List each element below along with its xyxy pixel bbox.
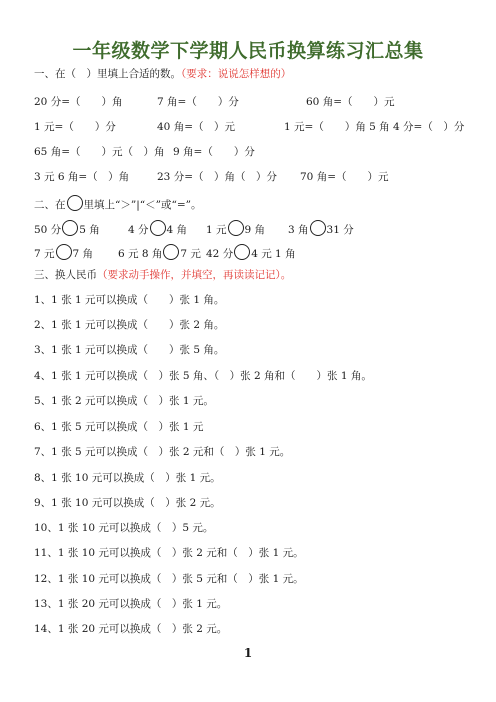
list-item: 6、1 张 5 元可以换成（ ）张 1 元 bbox=[34, 421, 204, 433]
compare-item bbox=[128, 220, 187, 237]
exercise-cell: 40 角=（ ）元 bbox=[157, 121, 235, 133]
list-item: 1、1 张 1 元可以换成（ ）张 1 角。 bbox=[34, 294, 225, 306]
compare-left: 42 分 bbox=[206, 248, 234, 260]
compare-item bbox=[206, 244, 296, 261]
section-2-heading bbox=[34, 195, 202, 212]
compare-circle-icon[interactable] bbox=[310, 220, 326, 236]
exercise-cell: 3 元 6 角=（ ）角 bbox=[34, 171, 130, 183]
list-item: 4、1 张 1 元可以换成（ ）张 5 角、（ ）张 2 角和（ ）张 1 角。 bbox=[34, 370, 372, 382]
exercise-cell: 7 角=（ ）分 bbox=[157, 96, 239, 108]
exercise-cell: 1 元=（ ）角 5 角 4 分=（ ）分 bbox=[284, 121, 465, 133]
section-3-heading-text: 三、换人民币 bbox=[34, 269, 97, 281]
compare-left: 1 元 bbox=[206, 224, 227, 236]
compare-left: 3 角 bbox=[288, 224, 309, 236]
compare-right: 5 角 bbox=[79, 224, 100, 236]
compare-left: 7 元 bbox=[34, 248, 55, 260]
compare-item bbox=[34, 220, 100, 237]
exercise-cell: 60 角=（ ）元 bbox=[306, 96, 395, 108]
section-3-note: （要求动手操作，并填空，再读读记记）。 bbox=[97, 269, 292, 281]
compare-left: 50 分 bbox=[34, 224, 62, 236]
compare-circle-icon[interactable] bbox=[228, 220, 244, 236]
compare-right: 4 元 1 角 bbox=[251, 248, 296, 260]
exercise-cell: 20 分=（ ）角 bbox=[34, 96, 123, 108]
list-item: 5、1 张 2 元可以换成（ ）张 1 元。 bbox=[34, 395, 214, 407]
exercise-cell: 65 角=（ ）元（ ）角 bbox=[34, 146, 165, 158]
section-3-heading bbox=[34, 268, 291, 282]
page-title: 一年级数学下学期人民币换算练习汇总集 bbox=[72, 40, 424, 62]
compare-circle-icon[interactable] bbox=[234, 244, 250, 260]
compare-item bbox=[118, 244, 201, 261]
list-item: 9、1 张 10 元可以换成（ ）张 2 元。 bbox=[34, 497, 221, 509]
compare-right: 31 分 bbox=[326, 224, 354, 236]
list-item: 11、1 张 10 元可以换成（ ）张 2 元和（ ）张 1 元。 bbox=[34, 547, 304, 559]
compare-circle-icon[interactable] bbox=[62, 220, 78, 236]
section-1-heading bbox=[34, 67, 291, 81]
compare-item bbox=[288, 220, 354, 237]
list-item: 13、1 张 20 元可以换成（ ）张 1 元。 bbox=[34, 598, 228, 610]
compare-right: 4 角 bbox=[166, 224, 188, 236]
exercise-cell: 1 元=（ ）分 bbox=[34, 121, 116, 133]
compare-circle-icon bbox=[67, 195, 83, 211]
section-2-heading-b: 里填上“＞”|“＜”或“=”。 bbox=[83, 199, 202, 211]
list-item: 7、1 张 5 元可以换成（ ）张 2 元和（ ）张 1 元。 bbox=[34, 446, 291, 458]
list-item: 12、1 张 10 元可以换成（ ）张 5 元和（ ）张 1 元。 bbox=[34, 573, 304, 585]
compare-item bbox=[34, 244, 93, 261]
compare-item bbox=[206, 220, 265, 237]
exercise-cell: 23 分=（ ）角（ ）分 bbox=[157, 171, 277, 183]
compare-circle-icon[interactable] bbox=[56, 244, 72, 260]
section-1-heading-text: 一、在（ ）里填上合适的数。 bbox=[34, 68, 181, 80]
list-item: 8、1 张 10 元可以换成（ ）张 1 元。 bbox=[34, 472, 221, 484]
list-item: 14、1 张 20 元可以换成（ ）张 2 元。 bbox=[34, 623, 228, 635]
compare-right: 7 角 bbox=[72, 248, 94, 260]
compare-right: 7 元 bbox=[180, 248, 201, 260]
list-item: 10、1 张 10 元可以换成（ ）5 元。 bbox=[34, 522, 214, 534]
compare-left: 4 分 bbox=[128, 224, 149, 236]
compare-circle-icon[interactable] bbox=[163, 244, 179, 260]
compare-left: 6 元 8 角 bbox=[118, 248, 163, 260]
list-item: 3、1 张 1 元可以换成（ ）张 5 角。 bbox=[34, 344, 225, 356]
exercise-cell: 9 角=（ ）分 bbox=[173, 146, 255, 158]
list-item: 2、1 张 1 元可以换成（ ）张 2 角。 bbox=[34, 319, 225, 331]
compare-right: 9 角 bbox=[244, 224, 266, 236]
compare-circle-icon[interactable] bbox=[150, 220, 166, 236]
section-1-note: （要求：说说怎样想的） bbox=[181, 68, 292, 80]
page-number: 1 bbox=[243, 646, 253, 660]
exercise-cell: 70 角=（ ）元 bbox=[300, 171, 389, 183]
section-2-heading-a: 二、在 bbox=[34, 199, 66, 211]
